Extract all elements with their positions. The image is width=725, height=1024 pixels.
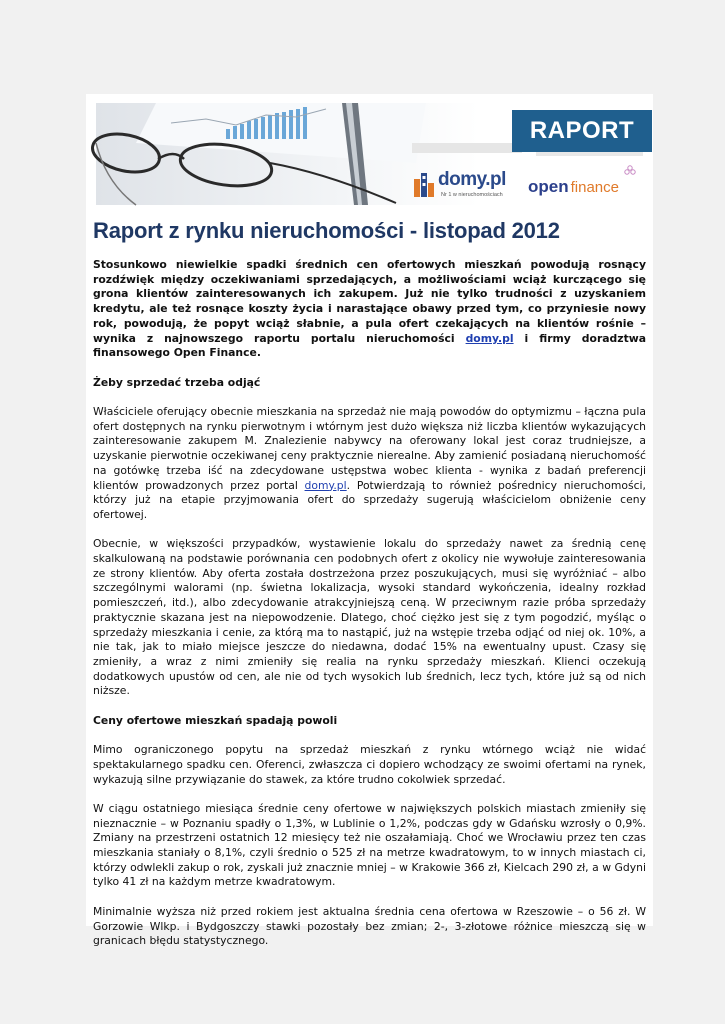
open-finance-logo xyxy=(528,177,619,197)
open-logo-text: open xyxy=(528,177,569,196)
article-body xyxy=(93,258,646,964)
lead-text-2: i firmy doradztwa finansowego Open Finance. xyxy=(93,331,646,360)
lead-text-1: Stosunkowo niewielkie spadki średnich cen ofertowych mieszkań powodują rosnący rozdźwięk między oczekiwaniami sprzedających, a możliwościami wciąż kurczącego się grona klientów zainteresowanych ich zakupem. Już nie tylko trudności z uzyskaniem kredytu, ale też rosnące koszty życia i narastające obawy przed tym, co przyniesie nowy rok, powodują, że popyt wciąż słabnie, a pula ofert czekających na klientów rośnie – wynika z najnowszego raportu portalu nieruchomości xyxy=(93,258,646,345)
report-banner xyxy=(96,103,643,205)
document-page xyxy=(86,94,653,948)
section-heading-2: Ceny ofertowe mieszkań spadają powoli xyxy=(93,713,338,727)
finance-logo-text: finance xyxy=(570,179,619,196)
open-finance-flower-icon xyxy=(624,165,636,177)
section-heading-1: Żeby sprzedać trzeba odjąć xyxy=(93,375,261,389)
domy-logo-tagline: Nr 1 w nieruchomościach xyxy=(441,192,503,198)
paragraph: Obecnie, w większości przypadków, wystawienie lokalu do sprzedaży nawet za średnią cenę skalkulowaną na podstawie porównania cen podobnych ofert z okolicy nie wywołuje zainteresowania ze strony klientów. Aby oferta została dostrzeżona przez poszukujących, musi się wyróżniać – albo szczególnymi walorami (np. świetna lokalizacja, wysoki standard wykończenia, idealny rozkład pomieszczeń, itd.), albo zdecydowanie atrakcyjniejszą ceną. W przeciwnym razie próba sprzedaży praktycznie skazana jest na niepowodzenie. Dlatego, choć ciężko jest się z tym pogodzić, myśląc o sprzedaży mieszkania i cenie, za którą ma to nastąpić, już na wstępie trzeba odjąć od niej ok. 10%, a nie tak, jak to miało miejsce jeszcze do niedawna, dodać 15% na ewentualny upust. Czasy się zmieniły, a wraz z nimi zmieniły się realia na rynku sprzedaży mieszkań. Klienci oczekują dodatkowych upustów od cen, ale nie od tych wysokich lub średnich, lecz tych, które już są od nich niższe. xyxy=(93,537,646,698)
paragraph-text-2: . Potwierdzają to również pośrednicy nieruchomości, którzy już na etapie przyjmowania ofert do sprzedaży sugerują właścicielom obniżenie ceny ofertowej. xyxy=(93,478,646,521)
article-title: Raport z rynku nieruchomości - listopad 2012 xyxy=(93,218,560,243)
raport-label: RAPORT xyxy=(512,110,652,152)
domy-pl-link[interactable]: domy.pl xyxy=(465,331,514,345)
paragraph: Minimalnie wyższa niż przed rokiem jest aktualna średnia cena ofertowa w Rzeszowie – o 56 zł. W Gorzowie Wlkp. i Bydgoszczy stawki pozostały bez zmian; 2-, 3-złotowe różnice mieszczą się w granicach błędu statystycznego. xyxy=(93,904,646,948)
paragraph xyxy=(93,405,646,523)
lead-paragraph xyxy=(93,258,646,361)
domy-house-icon xyxy=(414,171,434,197)
paragraph-text-1: Właściciele oferujący obecnie mieszkania na sprzedaż nie mają powodów do optymizmu – łączna pula ofert dostępnych na rynku pierwotnym i wtórnym jest dużo większa niż liczba klientów wykazujących zainteresowanie zakupem M. Znalezienie nabywcy na oferowany lokal jest coraz trudniejsze, a uzyskanie pierwotnie oczekiwanej ceny praktycznie nierealne. Aby zamienić posiadaną nieruchomość na gotówkę trzeba iść na zdecydowane ustępstwa wobec klienta - wynika z badań preferencji klientów prowadzonych przez portal xyxy=(93,405,646,492)
paragraph: Mimo ograniczonego popytu na sprzedaż mieszkań z rynku wtórnego wciąż nie widać spektakularnego spadku cen. Oferenci, zwłaszcza ci dopiero wchodzący ze swoimi ofertami na rynek, wykazują silne przywiązanie do stawek, za które trudno cokolwiek sprzedać. xyxy=(93,743,646,786)
paragraph: W ciągu ostatniego miesiąca średnie ceny ofertowe w największych polskich miastach zmieniły się nieznacznie – w Poznaniu spadły o 1,3%, w Lublinie o 1,2%, podczas gdy w Gdańsku wzrosły o 0,9%. Zmiany na przestrzeni ostatnich 12 miesięcy też nie oszałamiają. Choć we Wrocławiu przez ten czas mieszkania staniały o 8,1%, czyli średnio o 525 zł na metrze kwadratowym, to w innych miastach ci, którzy odwlekli zakup o rok, zyskali już znacznie mniej – w Krakowie 366 zł, Kielcach 290 zł, a w Gdyni tylko 41 zł na każdym metrze kwadratowym. xyxy=(93,801,646,889)
domy-logo-text: domy.pl xyxy=(438,169,506,190)
domy-pl-link-2[interactable]: domy.pl xyxy=(304,478,347,492)
domy-pl-logo xyxy=(414,165,514,205)
